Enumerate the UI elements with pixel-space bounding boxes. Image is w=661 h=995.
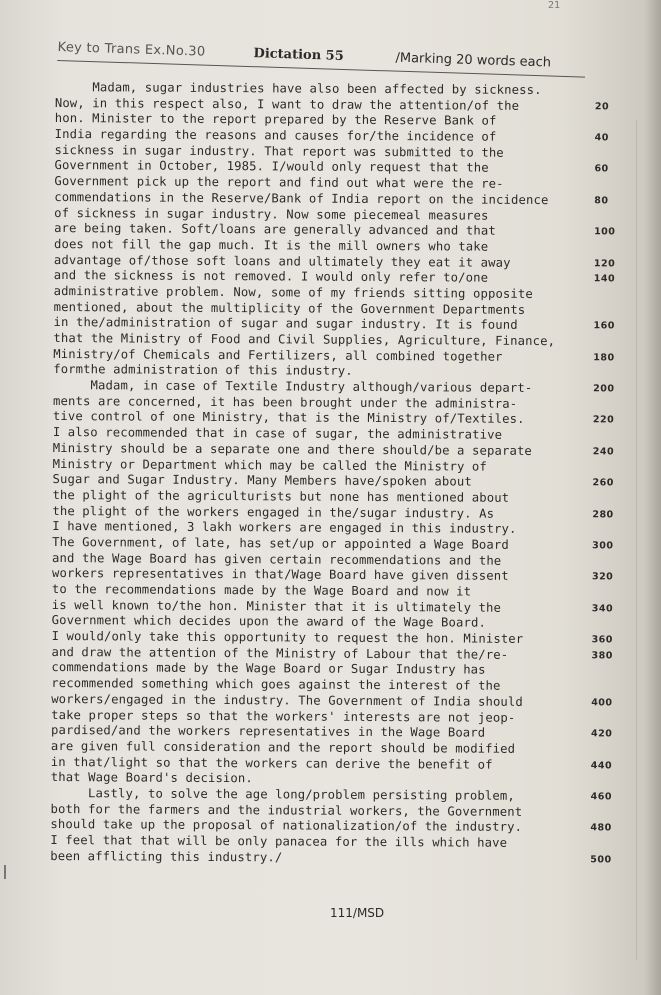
line-text: Government pick up the report and find out what were the re-	[54, 174, 504, 191]
line-text: workers representatives in that/Wage Board have given dissent	[51, 566, 509, 584]
line-text: is well known to/the hon. Minister that it is ultimately the	[51, 597, 502, 615]
binding-shadow-line	[636, 120, 637, 960]
line-text: Madam, sugar industries have also been affected by sickness.	[54, 80, 542, 97]
word-count-marker: 300	[592, 540, 614, 552]
line-text: are given full consideration and the report should be modified	[50, 738, 516, 756]
dictation-body	[50, 80, 616, 868]
word-count-marker: 40	[594, 132, 609, 144]
word-count-marker: 60	[594, 163, 609, 175]
line-text: does not fill the gap much. It is the mill owners who take	[53, 236, 489, 254]
line-text: and draw the attention of the Ministry of Labour that the/re-	[51, 644, 509, 662]
line-text: Lastly, to solve the age long/problem persisting problem,	[50, 785, 515, 803]
line-text: should take up the proposal of nationalization/of the industry.	[50, 817, 523, 835]
word-count-marker: 440	[590, 759, 613, 771]
word-count-marker: 80	[594, 195, 609, 207]
line-text: and the Wage Board has given certain recommendations and the	[52, 550, 502, 568]
line-text: Government in October, 1985. I/would only request that the	[54, 158, 489, 176]
word-count-marker: 120	[593, 257, 616, 269]
line-text: Ministry/of Chemicals and Fertilizers, all combined together	[53, 346, 503, 364]
line-text: India regarding the reasons and causes for/the incidence of	[54, 127, 497, 144]
page-footer-code: 111/MSD	[330, 906, 385, 920]
line-text: the plight of the agriculturists but none has mentioned about	[52, 487, 510, 505]
line-text: been afflicting this industry./	[50, 848, 283, 865]
line-text: commendations in the Reserve/Bank of India report on the incidence	[54, 189, 549, 207]
line-text: to the recommendations made by the Wage Board and now it	[51, 581, 472, 599]
word-count-marker: 200	[593, 383, 615, 395]
line-text: ments are concerned, it has been brought under the administra-	[52, 393, 518, 411]
line-text: Ministry should be a separate one and there should/be a separate	[52, 440, 532, 458]
header-marking-info: /Marking 20 words each	[395, 50, 552, 71]
line-text: sickness in sugar industry. That report was submitted to the	[54, 142, 504, 160]
page-corner-mark: 21	[548, 0, 561, 11]
line-text: I would/only take this opportunity to request the hon. Minister	[51, 629, 524, 646]
line-text: advantage of/those soft loans and ultimately they eat it away	[53, 252, 511, 270]
margin-mark	[4, 865, 6, 879]
line-text: Ministry or Department which may be called the Ministry of	[52, 456, 487, 474]
line-text: tive control of one Ministry, that is the Ministry of/Textiles.	[52, 409, 525, 427]
word-count-marker: 500	[590, 853, 612, 866]
word-count-marker: 220	[592, 414, 615, 426]
line-text: Sugar and Sugar Industry. Many Members have/spoken about	[52, 472, 472, 489]
line-text: of sickness in sugar industry. Now some piecemeal measures	[54, 205, 489, 223]
header-exercise-key: Key to Trans Ex.No.30	[57, 39, 206, 60]
line-text: Government which decides upon the award of the Wage Board.	[51, 613, 487, 631]
word-count-marker: 280	[592, 508, 614, 520]
line-text: Madam, in case of Textile Industry although/various depart-	[53, 378, 533, 395]
word-count-marker: 140	[593, 273, 616, 285]
word-count-marker: 160	[593, 320, 615, 332]
word-count-marker: 360	[591, 634, 613, 646]
word-count-marker: 480	[590, 822, 612, 834]
word-count-marker: 260	[592, 477, 614, 489]
line-text: both for the farmers and the industrial workers, the Government	[50, 801, 523, 819]
word-count-marker: 400	[591, 697, 613, 709]
line-text: in the/administration of sugar and sugar industry. It is found	[53, 315, 518, 333]
line-text: recommended something which goes against the interest of the	[51, 676, 501, 693]
line-text: that the Ministry of Food and Civil Supplies, Agriculture, Finance,	[53, 330, 556, 349]
line-text: Now, in this respect also, I want to draw the attention/of the	[54, 95, 520, 113]
word-count-marker: 20	[594, 100, 610, 113]
line-text: I feel that that will be only panacea for the ills which have	[50, 832, 508, 850]
text-line	[50, 848, 612, 868]
word-count-marker: 320	[591, 571, 614, 583]
word-count-marker: 420	[590, 728, 613, 740]
line-text: are being taken. Soft/loans are generally advanced and that	[54, 221, 496, 238]
line-text: in that/light so that the workers can derive the benefit of	[50, 754, 493, 772]
line-text: administrative problem. Now, some of my friends sitting opposite	[53, 283, 533, 301]
line-text: I also recommended that in case of sugar, the administrative	[52, 425, 503, 442]
word-count-marker: 240	[592, 446, 615, 458]
line-text: formthe administration of this industry.	[53, 362, 353, 379]
word-count-marker: 180	[593, 351, 615, 364]
line-text: and the sickness is not removed. I would only refer to/one	[53, 268, 489, 285]
line-text: hon. Minister to the report prepared by the Reserve Bank of	[54, 111, 497, 129]
line-text: take proper steps so that the workers' interests are not jeop-	[51, 707, 516, 725]
word-count-marker: 100	[594, 226, 616, 238]
line-text: the plight of the workers engaged in the/sugar industry. As	[52, 503, 495, 521]
word-count-marker: 460	[590, 791, 613, 803]
line-text: The Government, of late, has set/up or appointed a Wage Board	[52, 534, 509, 552]
line-text: I have mentioned, 3 lakh workers are engaged in this industry.	[52, 519, 517, 537]
line-text: that Wage Board's decision.	[50, 770, 253, 786]
line-text: pardised/and the workers representatives in the Wage Board	[50, 723, 486, 740]
page-edge	[643, 0, 661, 995]
word-count-marker: 380	[591, 650, 613, 662]
line-text: workers/engaged in the industry. The Government of India should	[51, 691, 523, 709]
word-count-marker: 340	[591, 602, 614, 615]
line-text: commendations made by the Wage Board or Sugar Industry has	[51, 660, 486, 678]
header-dictation-number: Dictation 55	[253, 46, 344, 64]
line-text: mentioned, about the multiplicity of the Government Departments	[53, 299, 526, 317]
